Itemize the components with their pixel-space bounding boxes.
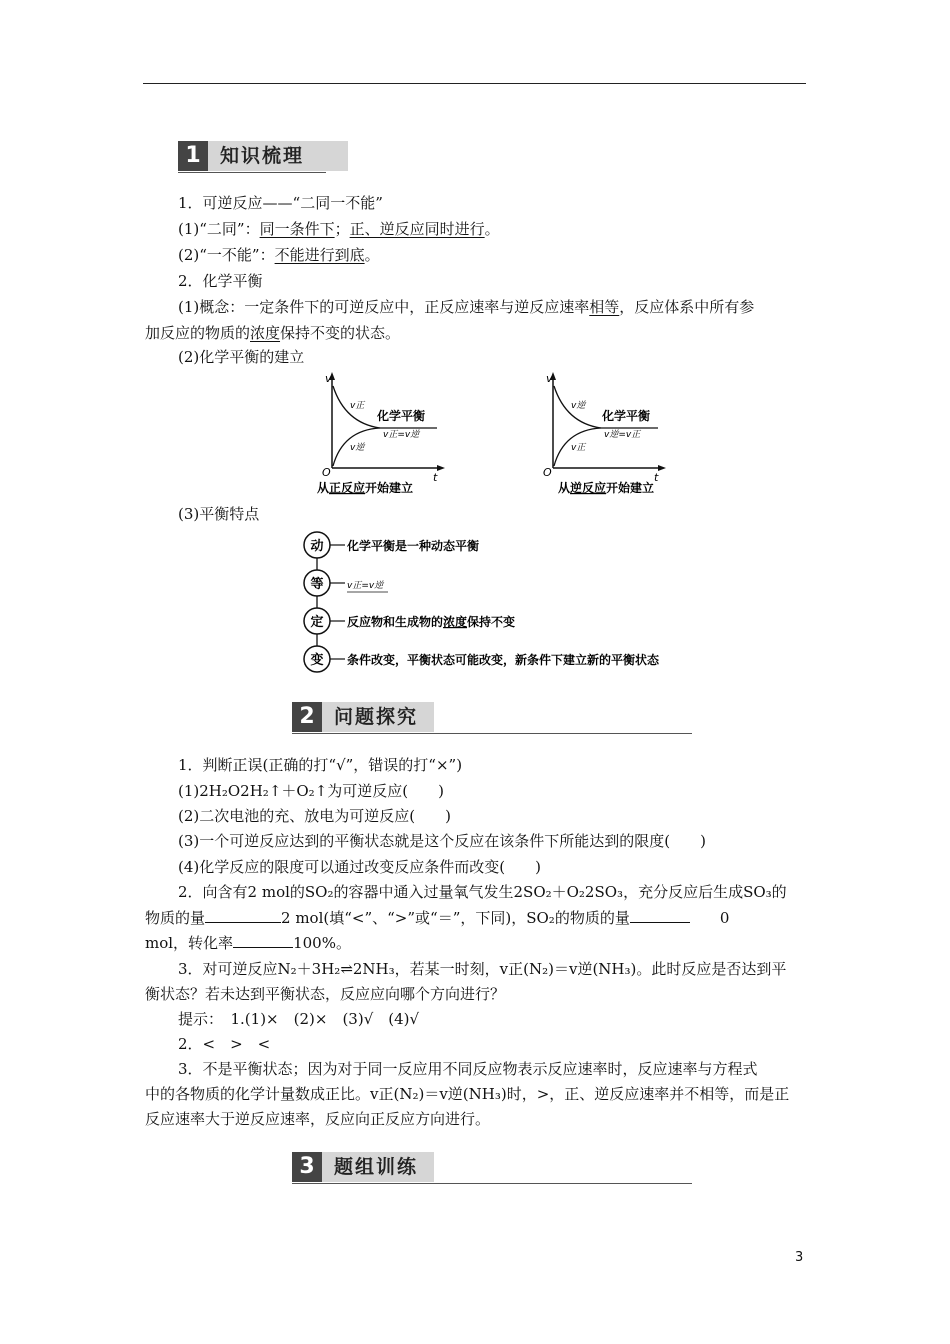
feature-text: 条件改变，平衡状态可能改变，新条件下建立新的平衡状态 [347, 653, 660, 667]
section-title: 题组训练 [334, 1156, 419, 1178]
feature-char: 定 [310, 615, 324, 630]
knowledge-line: (2)“一不能”：不能进行到底。 [178, 246, 380, 264]
knowledge-line: 加反应的物质的浓度保持不变的状态。 [145, 324, 401, 342]
answer-line: 反应速率大于逆反应速率，反应向正反应方向进行。 [145, 1110, 491, 1128]
feature-deng [304, 570, 388, 596]
knowledge-line: (1)概念：一定条件下的可逆反应中，正反应速率与逆反应速率相等，反应体系中所有参 [178, 298, 755, 316]
lower-curve-label: v正 [571, 443, 586, 453]
header-rule [143, 83, 806, 84]
answer-line: 中的各物质的化学计量数成正比。v正(N₂)＝v逆(NH₃)时，>，正、逆反应速率并不相等，而是正 [145, 1085, 790, 1103]
balance-label: 化学平衡 [602, 409, 651, 423]
feature-dong [304, 532, 479, 558]
knowledge-line: (1)“二同”：同一条件下；正、逆反应同时进行。 [178, 220, 500, 238]
section-heading-3 [292, 1152, 692, 1184]
origin-label: O [322, 466, 331, 479]
question-line: (3)一个可逆反应达到的平衡状态就是这个反应在该条件下所能达到的限度( ) [178, 832, 706, 850]
feature-char: 等 [310, 577, 324, 592]
t-axis-label: t [433, 471, 438, 484]
answer-blank [233, 933, 293, 948]
question-line: (4)化学反应的限度可以通过改变反应条件而改变( ) [178, 858, 541, 876]
question-line: 物质的量 2 mol(填“<”、“>”或“＝”，下同)，SO₂的物质的量 0 [145, 909, 730, 927]
section-title: 问题探究 [334, 706, 419, 728]
answer-line: 2．< > < [178, 1035, 271, 1053]
section-number: 3 [292, 1152, 322, 1182]
answer-blank [205, 908, 281, 923]
upper-curve-label: v逆 [571, 401, 586, 411]
section-title: 知识梳理 [220, 145, 305, 167]
question-line: 3．对可逆反应N₂＋3H₂⇌2NH₃，若某一时刻，v正(N₂)＝v逆(NH₃)。此时反应是否达到平 [178, 960, 787, 978]
feature-text: 化学平衡是一种动态平衡 [347, 539, 480, 553]
feature-bian [304, 646, 660, 672]
answer-blank [630, 908, 690, 923]
question-line: 1．判断正误(正确的打“√”，错误的打“×”) [178, 756, 463, 774]
section-number: 1 [178, 141, 208, 171]
question-line: mol，转化率 100%。 [145, 934, 351, 952]
knowledge-line: 2．化学平衡 [178, 272, 263, 290]
feature-text: v正=v逆 [347, 581, 384, 591]
page-number: 3 [795, 1250, 804, 1265]
equal-label: v逆=v正 [604, 430, 641, 440]
upper-curve-label: v正 [350, 401, 365, 411]
v-axis-label: v [325, 372, 332, 385]
features-diagram [300, 528, 700, 678]
question-line: 2．向含有2 mol的SO₂的容器中通入过量氧气发生2SO₂＋O₂2SO₃，充分反应后生成SO₃的 [178, 883, 787, 901]
v-axis-label: v [546, 372, 553, 385]
section-number: 2 [292, 702, 322, 732]
feature-char: 动 [310, 539, 324, 554]
graph-caption: 从逆反应开始建立 [558, 481, 655, 495]
t-axis-label: t [654, 471, 659, 484]
section-heading-1 [178, 141, 326, 173]
graph-reverse [536, 368, 676, 498]
balance-label: 化学平衡 [377, 409, 426, 423]
lower-curve-label: v逆 [350, 443, 365, 453]
graph-caption: 从正反应开始建立 [317, 481, 414, 495]
knowledge-line: (3)平衡特点 [178, 505, 260, 523]
section-heading-2 [292, 702, 692, 734]
knowledge-line: 1．可逆反应——“二同一不能” [178, 194, 383, 212]
question-line: 衡状态？若未达到平衡状态，反应应向哪个方向进行？ [145, 985, 506, 1003]
question-line: (1)2H₂O2H₂↑＋O₂↑为可逆反应( ) [178, 782, 444, 800]
feature-char: 变 [310, 653, 324, 668]
knowledge-line: (2)化学平衡的建立 [178, 348, 305, 366]
question-line: (2)二次电池的充、放电为可逆反应( ) [178, 807, 451, 825]
answer-line: 3．不是平衡状态；因为对于同一反应用不同反应物表示反应速率时，反应速率与方程式 [178, 1060, 758, 1078]
hint-line: 提示： 1.(1)× (2)× (3)√ (4)√ [178, 1010, 420, 1028]
origin-label: O [543, 466, 552, 479]
feature-ding [304, 608, 515, 634]
graph-forward [315, 368, 455, 498]
feature-text: 反应物和生成物的浓度保持不变 [347, 615, 516, 629]
equal-label: v正=v逆 [383, 430, 420, 440]
